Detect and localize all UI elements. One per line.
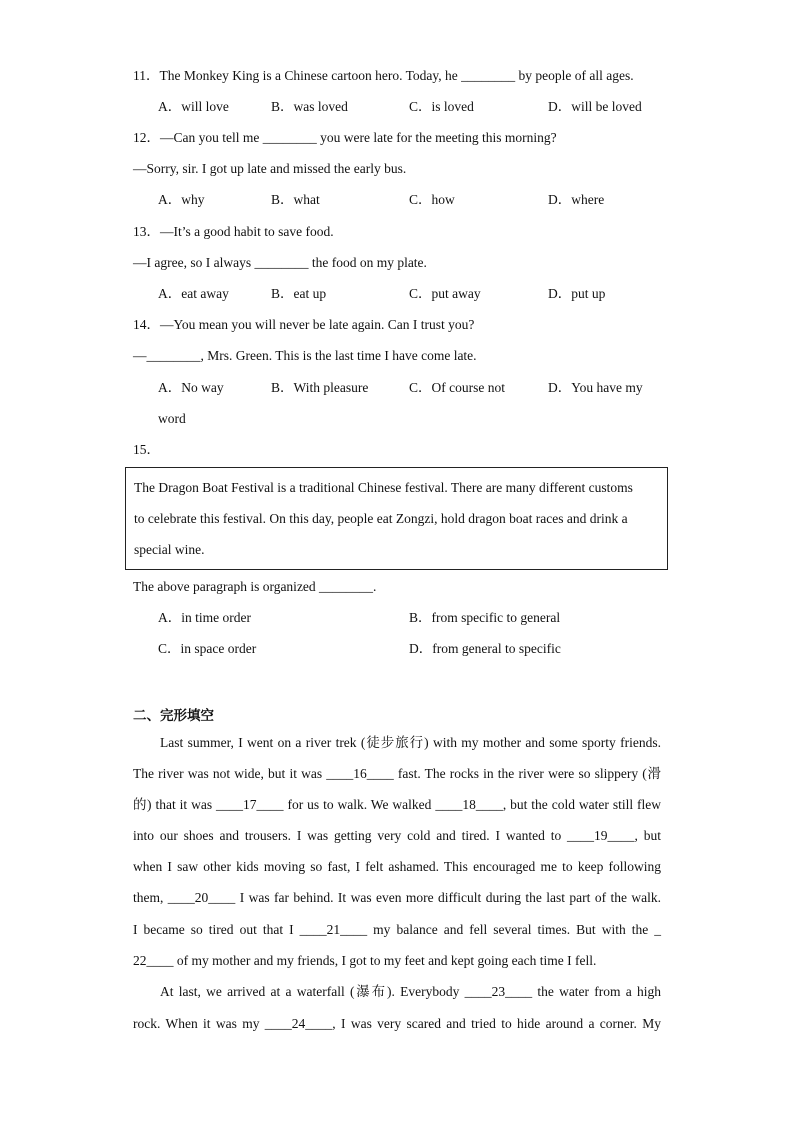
question-15-number: 15． bbox=[133, 442, 160, 457]
question-15-option-d: D．from general to specific bbox=[409, 641, 561, 656]
passage-box bbox=[125, 467, 668, 570]
cloze-line-9: At last, we arrived at a waterfall (瀑布). Everybody ____23____ the water from a high bbox=[160, 984, 661, 999]
question-13-reply: —I agree, so I always ________ the food on my plate. bbox=[133, 255, 427, 270]
question-15-question: The above paragraph is organized ________. bbox=[133, 579, 377, 594]
question-14-stem: 14．—You mean you will never be late again. Can I trust you? bbox=[133, 317, 475, 332]
passage-line-2: to celebrate this festival. On this day, people eat Zongzi, hold dragon boat races and drink a bbox=[134, 511, 628, 526]
question-13-option-b: B．eat up bbox=[271, 286, 327, 301]
question-14-option-c: C．Of course not bbox=[409, 380, 505, 395]
cloze-line-8: 22____ of my mother and my friends, I got to my feet and kept going each time I fell. bbox=[133, 953, 597, 968]
question-14-option-d-wrap: word bbox=[158, 411, 186, 426]
cloze-line-7: I became so tired out that I ____21____ my balance and fell several times. But with the _ bbox=[133, 922, 661, 937]
cloze-line-2: The river was not wide, but it was ____16____ fast. The rocks in the river were so slippery (滑 bbox=[133, 766, 661, 781]
question-11-option-d: D．will be loved bbox=[548, 99, 642, 114]
question-14-option-d: D．You have my bbox=[548, 380, 643, 395]
question-15-option-a: A．in time order bbox=[158, 610, 251, 625]
question-14-option-a: A．No way bbox=[158, 380, 224, 395]
passage-line-1: The Dragon Boat Festival is a traditional Chinese festival. There are many different customs bbox=[134, 480, 633, 495]
question-11-stem: 11．The Monkey King is a Chinese cartoon hero. Today, he ________ by people of all ages. bbox=[133, 68, 634, 83]
question-15-option-c: C．in space order bbox=[158, 641, 257, 656]
question-13-option-a: A．eat away bbox=[158, 286, 229, 301]
question-11-option-a: A．will love bbox=[158, 99, 229, 114]
question-12-option-c: C．how bbox=[409, 192, 455, 207]
question-11-option-c: C．is loved bbox=[409, 99, 474, 114]
question-13-stem: 13．—It’s a good habit to save food. bbox=[133, 224, 334, 239]
question-14-option-b: B．With pleasure bbox=[271, 380, 369, 395]
question-12-option-a: A．why bbox=[158, 192, 205, 207]
question-11-option-b: B．was loved bbox=[271, 99, 348, 114]
question-12-option-d: D．where bbox=[548, 192, 605, 207]
cloze-line-1: Last summer, I went on a river trek (徒步旅行) with my mother and some sporty friends. bbox=[160, 735, 661, 750]
cloze-line-5: when I saw other kids moving so fast, I felt ashamed. This encouraged me to keep following bbox=[133, 859, 661, 874]
cloze-line-4: into our shoes and trousers. I was getting very cold and tired. I wanted to ____19____, but bbox=[133, 828, 661, 843]
passage-line-3: special wine. bbox=[134, 542, 205, 557]
cloze-line-3: 的) that it was ____17____ for us to walk. We walked ____18____, but the cold water still flew bbox=[133, 797, 661, 812]
cloze-line-6: them, ____20____ I was far behind. It was even more difficult during the last part of the walk. bbox=[133, 890, 661, 905]
question-14-reply: —________, Mrs. Green. This is the last time I have come late. bbox=[133, 348, 477, 363]
question-13-option-d: D．put up bbox=[548, 286, 606, 301]
question-13-option-c: C．put away bbox=[409, 286, 481, 301]
cloze-line-10: rock. When it was my ____24____, I was very scared and tried to hide around a corner. My bbox=[133, 1016, 661, 1031]
question-12-stem: 12．—Can you tell me ________ you were late for the meeting this morning? bbox=[133, 130, 557, 145]
question-12-reply: —Sorry, sir. I got up late and missed the early bus. bbox=[133, 161, 407, 176]
section-title: 二、完形填空 bbox=[133, 708, 214, 724]
question-12-option-b: B．what bbox=[271, 192, 320, 207]
question-15-option-b: B．from specific to general bbox=[409, 610, 561, 625]
